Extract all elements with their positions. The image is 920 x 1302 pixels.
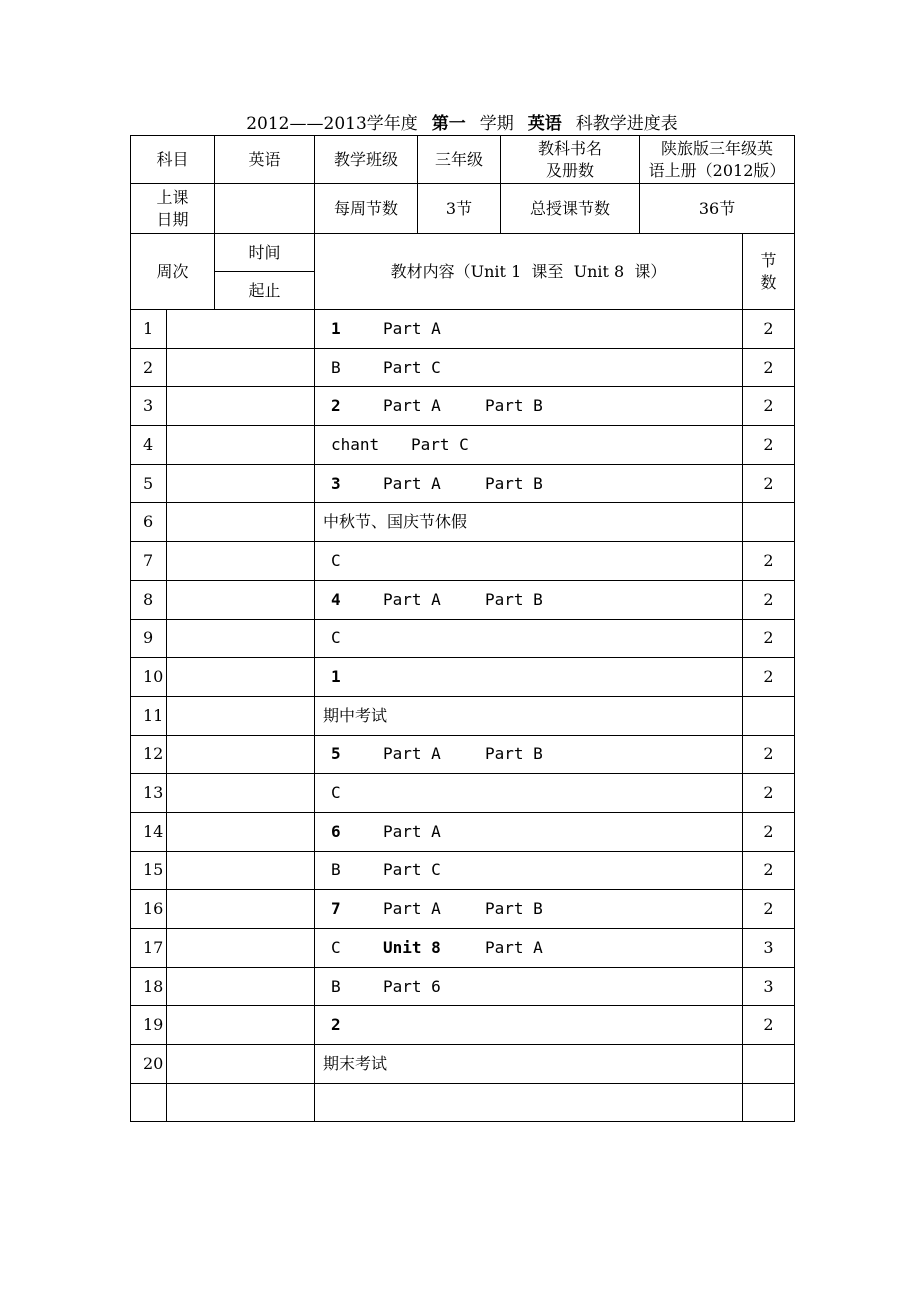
week-number-cell <box>131 967 167 1006</box>
content-part-2: Part B <box>485 396 543 416</box>
content-unit: 3 <box>331 473 341 493</box>
content-label-cell <box>315 234 743 310</box>
book-label-line1: 教科书名 <box>538 138 603 158</box>
table-row <box>131 387 795 426</box>
week-number-cell <box>131 929 167 968</box>
week-number-cell <box>131 310 167 349</box>
table-row <box>131 851 795 890</box>
content-unit: B <box>331 357 341 377</box>
date-range-cell <box>167 426 315 465</box>
subject-label: 科目 <box>156 149 189 169</box>
table-row <box>131 735 795 774</box>
date-range-cell <box>167 696 315 735</box>
date-range-cell <box>167 658 315 697</box>
time-label-cell <box>215 234 315 272</box>
lesson-count-cell <box>743 503 795 542</box>
week-number: 5 <box>143 473 154 493</box>
lesson-count-cell <box>743 387 795 426</box>
content-part-1: Part A <box>383 821 441 841</box>
content-part-1: Unit 8 <box>383 937 441 957</box>
content-label: 教材内容（Unit 1 课至 Unit 8 课） <box>390 261 667 281</box>
week-number-cell <box>131 658 167 697</box>
date-range-cell <box>167 387 315 426</box>
week-number: 12 <box>143 744 164 764</box>
weekly-value: 3节 <box>445 198 473 218</box>
date-range-cell <box>167 580 315 619</box>
content-cell <box>315 774 743 813</box>
lesson-count-cell <box>743 696 795 735</box>
week-number: 13 <box>143 783 164 803</box>
book-value-cell <box>640 136 795 184</box>
lesson-count: 2 <box>763 744 774 764</box>
week-number: 17 <box>143 937 164 957</box>
week-number-cell <box>131 1006 167 1045</box>
week-number: 4 <box>143 434 154 454</box>
lesson-count-cell <box>743 735 795 774</box>
table-row <box>131 696 795 735</box>
content-cell <box>315 464 743 503</box>
subject-label-cell <box>131 136 215 184</box>
content-cell <box>315 348 743 387</box>
content-part-1: Part A <box>383 899 441 919</box>
content-part-1: Part A <box>383 318 441 338</box>
book-label-line2: 及册数 <box>546 160 595 180</box>
table-row <box>131 542 795 581</box>
content-part-2: Part B <box>485 899 543 919</box>
date-range-cell <box>167 1045 315 1084</box>
lesson-count-cell <box>743 890 795 929</box>
lesson-count: 3 <box>763 976 774 996</box>
content-cell <box>315 735 743 774</box>
date-range-cell <box>167 890 315 929</box>
content-unit: C <box>331 628 341 648</box>
date-range-cell <box>167 464 315 503</box>
lesson-count-cell <box>743 1045 795 1084</box>
table-row <box>131 580 795 619</box>
title-semester-label: 学期 <box>479 114 514 134</box>
table-row <box>131 619 795 658</box>
book-value-line1: 陕旅版三年级英 <box>661 138 774 158</box>
title-year: 2012——2013学年度 <box>246 114 418 134</box>
week-number-cell <box>131 580 167 619</box>
content-cell <box>315 812 743 851</box>
lesson-count-cell <box>743 348 795 387</box>
content-unit: 2 <box>331 396 341 416</box>
week-label: 周次 <box>156 261 189 281</box>
date-range-cell <box>167 619 315 658</box>
table-row <box>131 1045 795 1084</box>
week-label-cell <box>131 234 215 310</box>
lesson-count-cell <box>743 967 795 1006</box>
count-label-line2: 数 <box>760 272 777 292</box>
content-cell <box>315 310 743 349</box>
week-number: 3 <box>143 396 154 416</box>
content-unit: 2 <box>331 1015 341 1035</box>
week-number: 14 <box>143 821 164 841</box>
date-range-cell <box>167 812 315 851</box>
content-unit: C <box>331 783 341 803</box>
week-number: 16 <box>143 899 164 919</box>
count-label-cell <box>743 234 795 310</box>
table-row <box>131 658 795 697</box>
header-row-1 <box>131 136 795 184</box>
date-range-cell <box>167 735 315 774</box>
week-number-cell <box>131 735 167 774</box>
lesson-count-cell <box>743 310 795 349</box>
week-number: 18 <box>143 976 164 996</box>
content-unit: 1 <box>331 667 341 687</box>
lesson-count-cell <box>743 619 795 658</box>
week-number: 19 <box>143 1015 164 1035</box>
date-label-line1: 上课 <box>156 187 189 207</box>
week-number: 15 <box>143 860 164 880</box>
week-number-cell <box>131 542 167 581</box>
content-cell <box>315 929 743 968</box>
table-row <box>131 310 795 349</box>
lesson-count: 2 <box>763 473 774 493</box>
weekly-label: 每周节数 <box>334 198 399 218</box>
header-row-3 <box>131 234 795 272</box>
lesson-count-cell <box>743 774 795 813</box>
table-row <box>131 890 795 929</box>
schedule-table <box>130 135 795 1122</box>
content-unit: B <box>331 860 341 880</box>
week-number-cell <box>131 774 167 813</box>
content-part-1: Part A <box>383 744 441 764</box>
week-number-cell <box>131 387 167 426</box>
book-label-cell <box>501 136 640 184</box>
lesson-count-cell <box>743 542 795 581</box>
content-note: 中秋节、国庆节休假 <box>323 512 468 532</box>
content-part-2: Part B <box>485 473 543 493</box>
date-range-cell <box>167 929 315 968</box>
lesson-count: 2 <box>763 434 774 454</box>
class-value: 三年级 <box>435 149 484 169</box>
content-part-1: Part C <box>411 434 469 454</box>
week-number: 7 <box>143 550 154 570</box>
lesson-count: 2 <box>763 589 774 609</box>
date-range-cell <box>167 310 315 349</box>
range-label-cell <box>215 272 315 310</box>
lesson-count: 2 <box>763 667 774 687</box>
content-cell <box>315 890 743 929</box>
lesson-count-cell <box>743 580 795 619</box>
lesson-count-cell <box>743 1083 795 1122</box>
total-label-cell <box>501 184 640 234</box>
date-range-cell <box>167 774 315 813</box>
content-part-2: Part B <box>485 744 543 764</box>
table-row <box>131 464 795 503</box>
content-part-1: Part A <box>383 473 441 493</box>
date-value-cell <box>215 184 315 234</box>
lesson-count: 2 <box>763 821 774 841</box>
content-unit: 4 <box>331 589 341 609</box>
lesson-count-cell <box>743 929 795 968</box>
content-unit: 5 <box>331 744 341 764</box>
table-row <box>131 1006 795 1045</box>
content-cell <box>315 851 743 890</box>
lesson-count-cell <box>743 426 795 465</box>
lesson-count: 2 <box>763 628 774 648</box>
week-number: 8 <box>143 589 154 609</box>
content-part-1: Part C <box>383 357 441 377</box>
book-value-line2: 语上册（2012版） <box>648 160 786 180</box>
week-number: 11 <box>143 705 164 725</box>
content-cell <box>315 542 743 581</box>
table-row <box>131 1083 795 1122</box>
week-number: 10 <box>143 667 164 687</box>
week-number-cell <box>131 812 167 851</box>
table-row <box>131 348 795 387</box>
table-row <box>131 967 795 1006</box>
week-number-cell <box>131 426 167 465</box>
content-cell <box>315 619 743 658</box>
lesson-count-cell <box>743 812 795 851</box>
content-part-2: Part B <box>485 589 543 609</box>
table-row <box>131 503 795 542</box>
content-cell <box>315 967 743 1006</box>
content-unit: 7 <box>331 899 341 919</box>
range-label: 起止 <box>248 280 281 300</box>
page-title <box>130 112 794 136</box>
week-rows <box>131 310 795 1122</box>
week-number-cell <box>131 890 167 929</box>
date-range-cell <box>167 967 315 1006</box>
count-label-line1: 节 <box>760 250 777 270</box>
week-number-cell <box>131 348 167 387</box>
lesson-count: 3 <box>763 937 774 957</box>
total-value: 36节 <box>698 198 736 218</box>
week-number-cell <box>131 619 167 658</box>
date-range-cell <box>167 1006 315 1045</box>
time-label: 时间 <box>248 242 281 262</box>
content-part-1: Part A <box>383 589 441 609</box>
lesson-count: 2 <box>763 396 774 416</box>
content-unit: chant <box>331 434 380 454</box>
lesson-count: 2 <box>763 550 774 570</box>
header-row-2 <box>131 184 795 234</box>
weekly-label-cell <box>315 184 418 234</box>
content-cell <box>315 1045 743 1084</box>
date-label-cell <box>131 184 215 234</box>
content-cell <box>315 387 743 426</box>
week-number-cell <box>131 851 167 890</box>
content-cell <box>315 1006 743 1045</box>
content-cell <box>315 1083 743 1122</box>
week-number-cell <box>131 1083 167 1122</box>
lesson-count-cell <box>743 464 795 503</box>
table-row <box>131 812 795 851</box>
lesson-count-cell <box>743 1006 795 1045</box>
subject-value: 英语 <box>248 149 281 169</box>
content-unit: C <box>331 937 341 957</box>
content-cell <box>315 426 743 465</box>
date-label-line2: 日期 <box>156 209 189 229</box>
week-number: 20 <box>143 1053 164 1073</box>
class-label-cell <box>315 136 418 184</box>
content-cell <box>315 503 743 542</box>
lesson-count: 2 <box>763 357 774 377</box>
date-range-cell <box>167 348 315 387</box>
content-part-1: Part 6 <box>383 976 441 996</box>
table-row <box>131 426 795 465</box>
content-unit: B <box>331 976 341 996</box>
content-part-1: Part A <box>383 396 441 416</box>
content-unit: C <box>331 550 341 570</box>
content-unit: 6 <box>331 821 341 841</box>
lesson-count: 2 <box>763 318 774 338</box>
content-note: 期中考试 <box>323 705 388 725</box>
week-number: 1 <box>143 318 154 338</box>
week-number: 9 <box>143 628 154 648</box>
week-number-cell <box>131 503 167 542</box>
total-label: 总授课节数 <box>530 198 611 218</box>
table-row <box>131 929 795 968</box>
week-number: 6 <box>143 512 154 532</box>
lesson-count: 2 <box>763 1015 774 1035</box>
week-number-cell <box>131 1045 167 1084</box>
week-number-cell <box>131 696 167 735</box>
title-semester-value: 第一 <box>431 114 466 134</box>
weekly-value-cell <box>418 184 501 234</box>
content-part-2: Part A <box>485 937 543 957</box>
date-range-cell <box>167 851 315 890</box>
content-cell <box>315 580 743 619</box>
title-subject-label: 科教学进度表 <box>575 114 678 134</box>
content-cell <box>315 658 743 697</box>
content-part-1: Part C <box>383 860 441 880</box>
lesson-count: 2 <box>763 860 774 880</box>
week-number-cell <box>131 464 167 503</box>
lesson-count: 2 <box>763 899 774 919</box>
class-value-cell <box>418 136 501 184</box>
subject-value-cell <box>215 136 315 184</box>
date-range-cell <box>167 542 315 581</box>
title-subject-value: 英语 <box>527 114 562 134</box>
class-label: 教学班级 <box>334 149 399 169</box>
content-note: 期末考试 <box>323 1053 388 1073</box>
content-cell <box>315 696 743 735</box>
lesson-count-cell <box>743 851 795 890</box>
table-row <box>131 774 795 813</box>
content-unit: 1 <box>331 318 341 338</box>
week-number: 2 <box>143 357 154 377</box>
date-range-cell <box>167 1083 315 1122</box>
lesson-count: 2 <box>763 783 774 803</box>
total-value-cell <box>640 184 795 234</box>
lesson-count-cell <box>743 658 795 697</box>
date-range-cell <box>167 503 315 542</box>
